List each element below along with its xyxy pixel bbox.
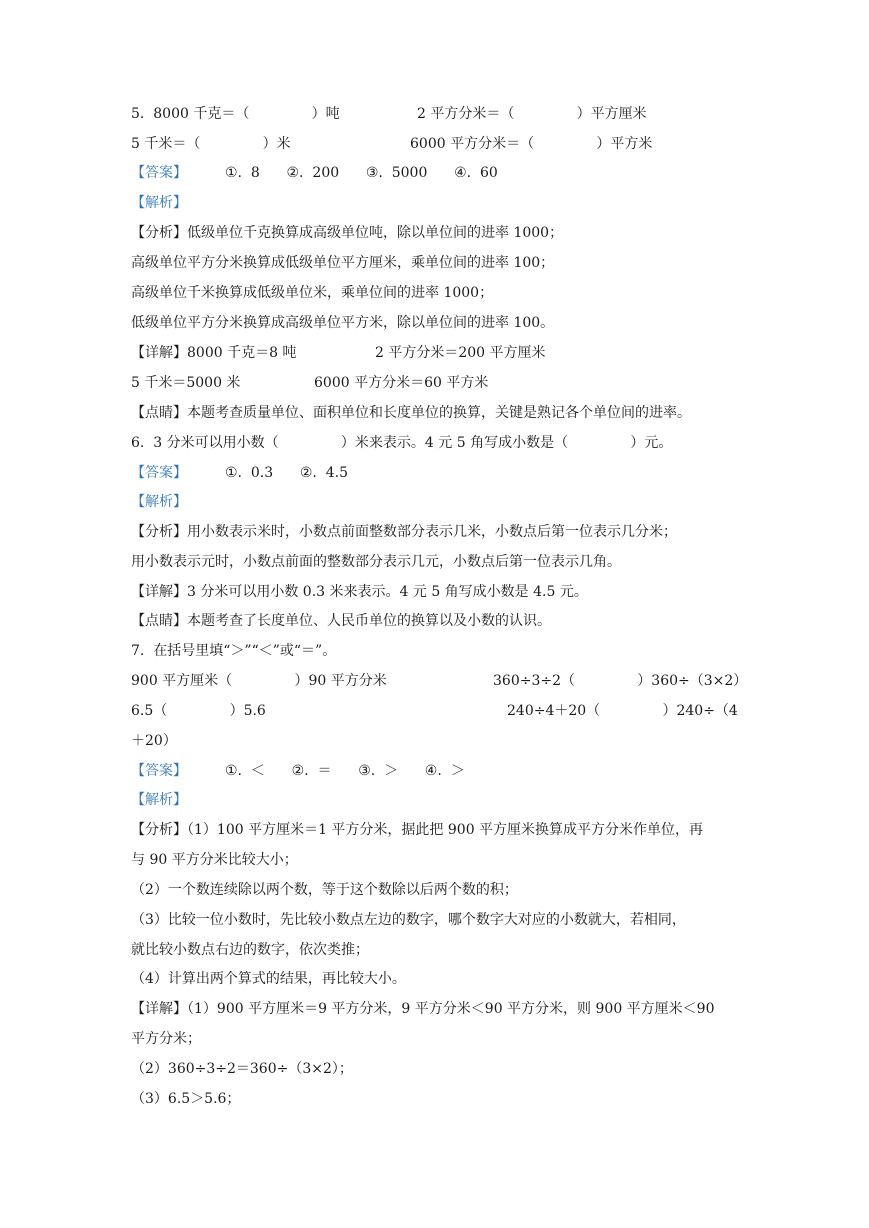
q7-line3: ＋20） [131, 733, 177, 749]
q5-fenxi-1 [131, 223, 563, 243]
fenxi-tag: 【分析】 [131, 225, 187, 241]
answer-tag: 【答案】 [131, 465, 187, 481]
xiangjie-text: 8000 千克＝8 吨 [187, 345, 297, 361]
q5-answer-row [131, 163, 498, 183]
q7-xiangjie-1b: 平方分米； [131, 1031, 201, 1047]
fenxi-text: 用小数表示米时，小数点前面整数部分表示几米，小数点后第一位表示几分米； [187, 524, 677, 540]
q7-xiangjie-3: （3）6.5＞5.6； [131, 1091, 241, 1107]
q7-line2-right: 240÷4＋20（ ）240÷（4 [507, 703, 738, 719]
answer-text: ①. 0.3 ②. 4.5 [225, 465, 349, 481]
q6-fenxi-2: 用小数表示元时，小数点前面的整数部分表示几元，小数点后第一位表示几角。 [131, 554, 621, 570]
q7-fenxi-4: （4）计算出两个算式的结果，再比较大小。 [131, 971, 406, 987]
q7-question: 7. 在括号里填“＞”“＜”或“＝”。 [131, 643, 337, 659]
q7-line1-left: 900 平方厘米（ ）90 平方分米 [131, 673, 387, 689]
q6-fenxi-1 [131, 522, 677, 542]
q7-xiangjie-2: （2）360÷3÷2＝360÷（3×2）； [131, 1061, 353, 1077]
q5-fenxi-4: 低级单位平方分米换算成高级单位平方米，除以单位间的进率 100。 [131, 315, 555, 331]
dianjing-text: 本题考查质量单位、面积单位和长度单位的换算，关键是熟记各个单位间的进率。 [187, 405, 691, 421]
q7-fenxi-3: （3）比较一位小数时，先比较小数点左边的数字，哪个数字大对应的小数就大，若相同， [131, 912, 686, 928]
q5-xiangjie-1 [131, 343, 296, 363]
q5-fenxi-2: 高级单位平方分米换算成低级单位平方厘米，乘单位间的进率 100； [131, 255, 555, 271]
q7-xiangjie-1 [131, 999, 715, 1019]
fenxi-text: 低级单位千克换算成高级单位吨，除以单位间的进率 1000； [187, 225, 564, 241]
jiexi-tag: 【解析】 [131, 792, 187, 808]
xiangjie-tag: 【详解】 [131, 345, 187, 361]
q5-xiangjie-2b: 6000 平方分米＝60 平方米 [314, 375, 489, 391]
dianjing-text: 本题考查了长度单位、人民币单位的换算以及小数的认识。 [187, 613, 551, 629]
q7-line2-left: 6.5（ ）5.6 [131, 703, 266, 719]
q6-question: 6. 3 分米可以用小数（ ）米来表示。4 元 5 角写成小数是（ ）元。 [131, 435, 673, 451]
fenxi-text: （1）100 平方厘米＝1 平方分米，据此把 900 平方厘米换算成平方分米作单位，再 [187, 822, 704, 838]
xiangjie-tag: 【详解】 [131, 1001, 187, 1017]
q5-fenxi-3: 高级单位千米换算成低级单位米，乘单位间的进率 1000； [131, 285, 494, 301]
q6-answer-row [131, 463, 348, 483]
q5-xiangjie-1b: 2 平方分米＝200 平方厘米 [375, 345, 546, 361]
q7-fenxi-1b: 与 90 平方分米比较大小； [131, 852, 298, 868]
q5-xiangjie-2a: 5 千米＝5000 米 [131, 375, 241, 391]
q7-line1-right: 360÷3÷2（ ）360÷（3×2） [493, 673, 748, 689]
q5-line2-left: 5 千米＝（ ）米 [131, 136, 291, 152]
xiangjie-text: （1）900 平方厘米＝9 平方分米，9 平方分米＜90 平方分米，则 900 平方厘米＜90 [187, 1001, 715, 1017]
xiangjie-tag: 【详解】 [131, 584, 187, 600]
fenxi-tag: 【分析】 [131, 524, 187, 540]
q7-answer-row [131, 761, 465, 781]
q7-fenxi-2: （2）一个数连续除以两个数，等于这个数除以后两个数的积； [131, 882, 518, 898]
dianjing-tag: 【点睛】 [131, 613, 187, 629]
q5-line2-right: 6000 平方分米＝（ ）平方米 [410, 136, 653, 152]
xiangjie-text: 3 分米可以用小数 0.3 米来表示。4 元 5 角写成小数是 4.5 元。 [187, 584, 588, 600]
answer-text: ①. 8 ②. 200 ③. 5000 ④. 60 [225, 165, 498, 181]
q5-line1-right: 2 平方分米＝（ ）平方厘米 [417, 106, 647, 122]
answer-tag: 【答案】 [131, 763, 187, 779]
q7-fenxi-1 [131, 820, 703, 840]
dianjing-tag: 【点睛】 [131, 405, 187, 421]
jiexi-tag: 【解析】 [131, 195, 187, 211]
q6-xiangjie [131, 582, 588, 602]
q5-line1-left: 5. 8000 千克＝（ ）吨 [131, 106, 340, 122]
answer-text: ①. ＜ ②. ＝ ③. ＞ ④. ＞ [225, 763, 465, 779]
q5-dianjing [131, 403, 691, 423]
q6-dianjing [131, 611, 551, 631]
jiexi-tag: 【解析】 [131, 494, 187, 510]
fenxi-tag: 【分析】 [131, 822, 187, 838]
answer-tag: 【答案】 [131, 165, 187, 181]
q7-fenxi-3b: 就比较小数点右边的数字，依次类推； [131, 942, 369, 958]
